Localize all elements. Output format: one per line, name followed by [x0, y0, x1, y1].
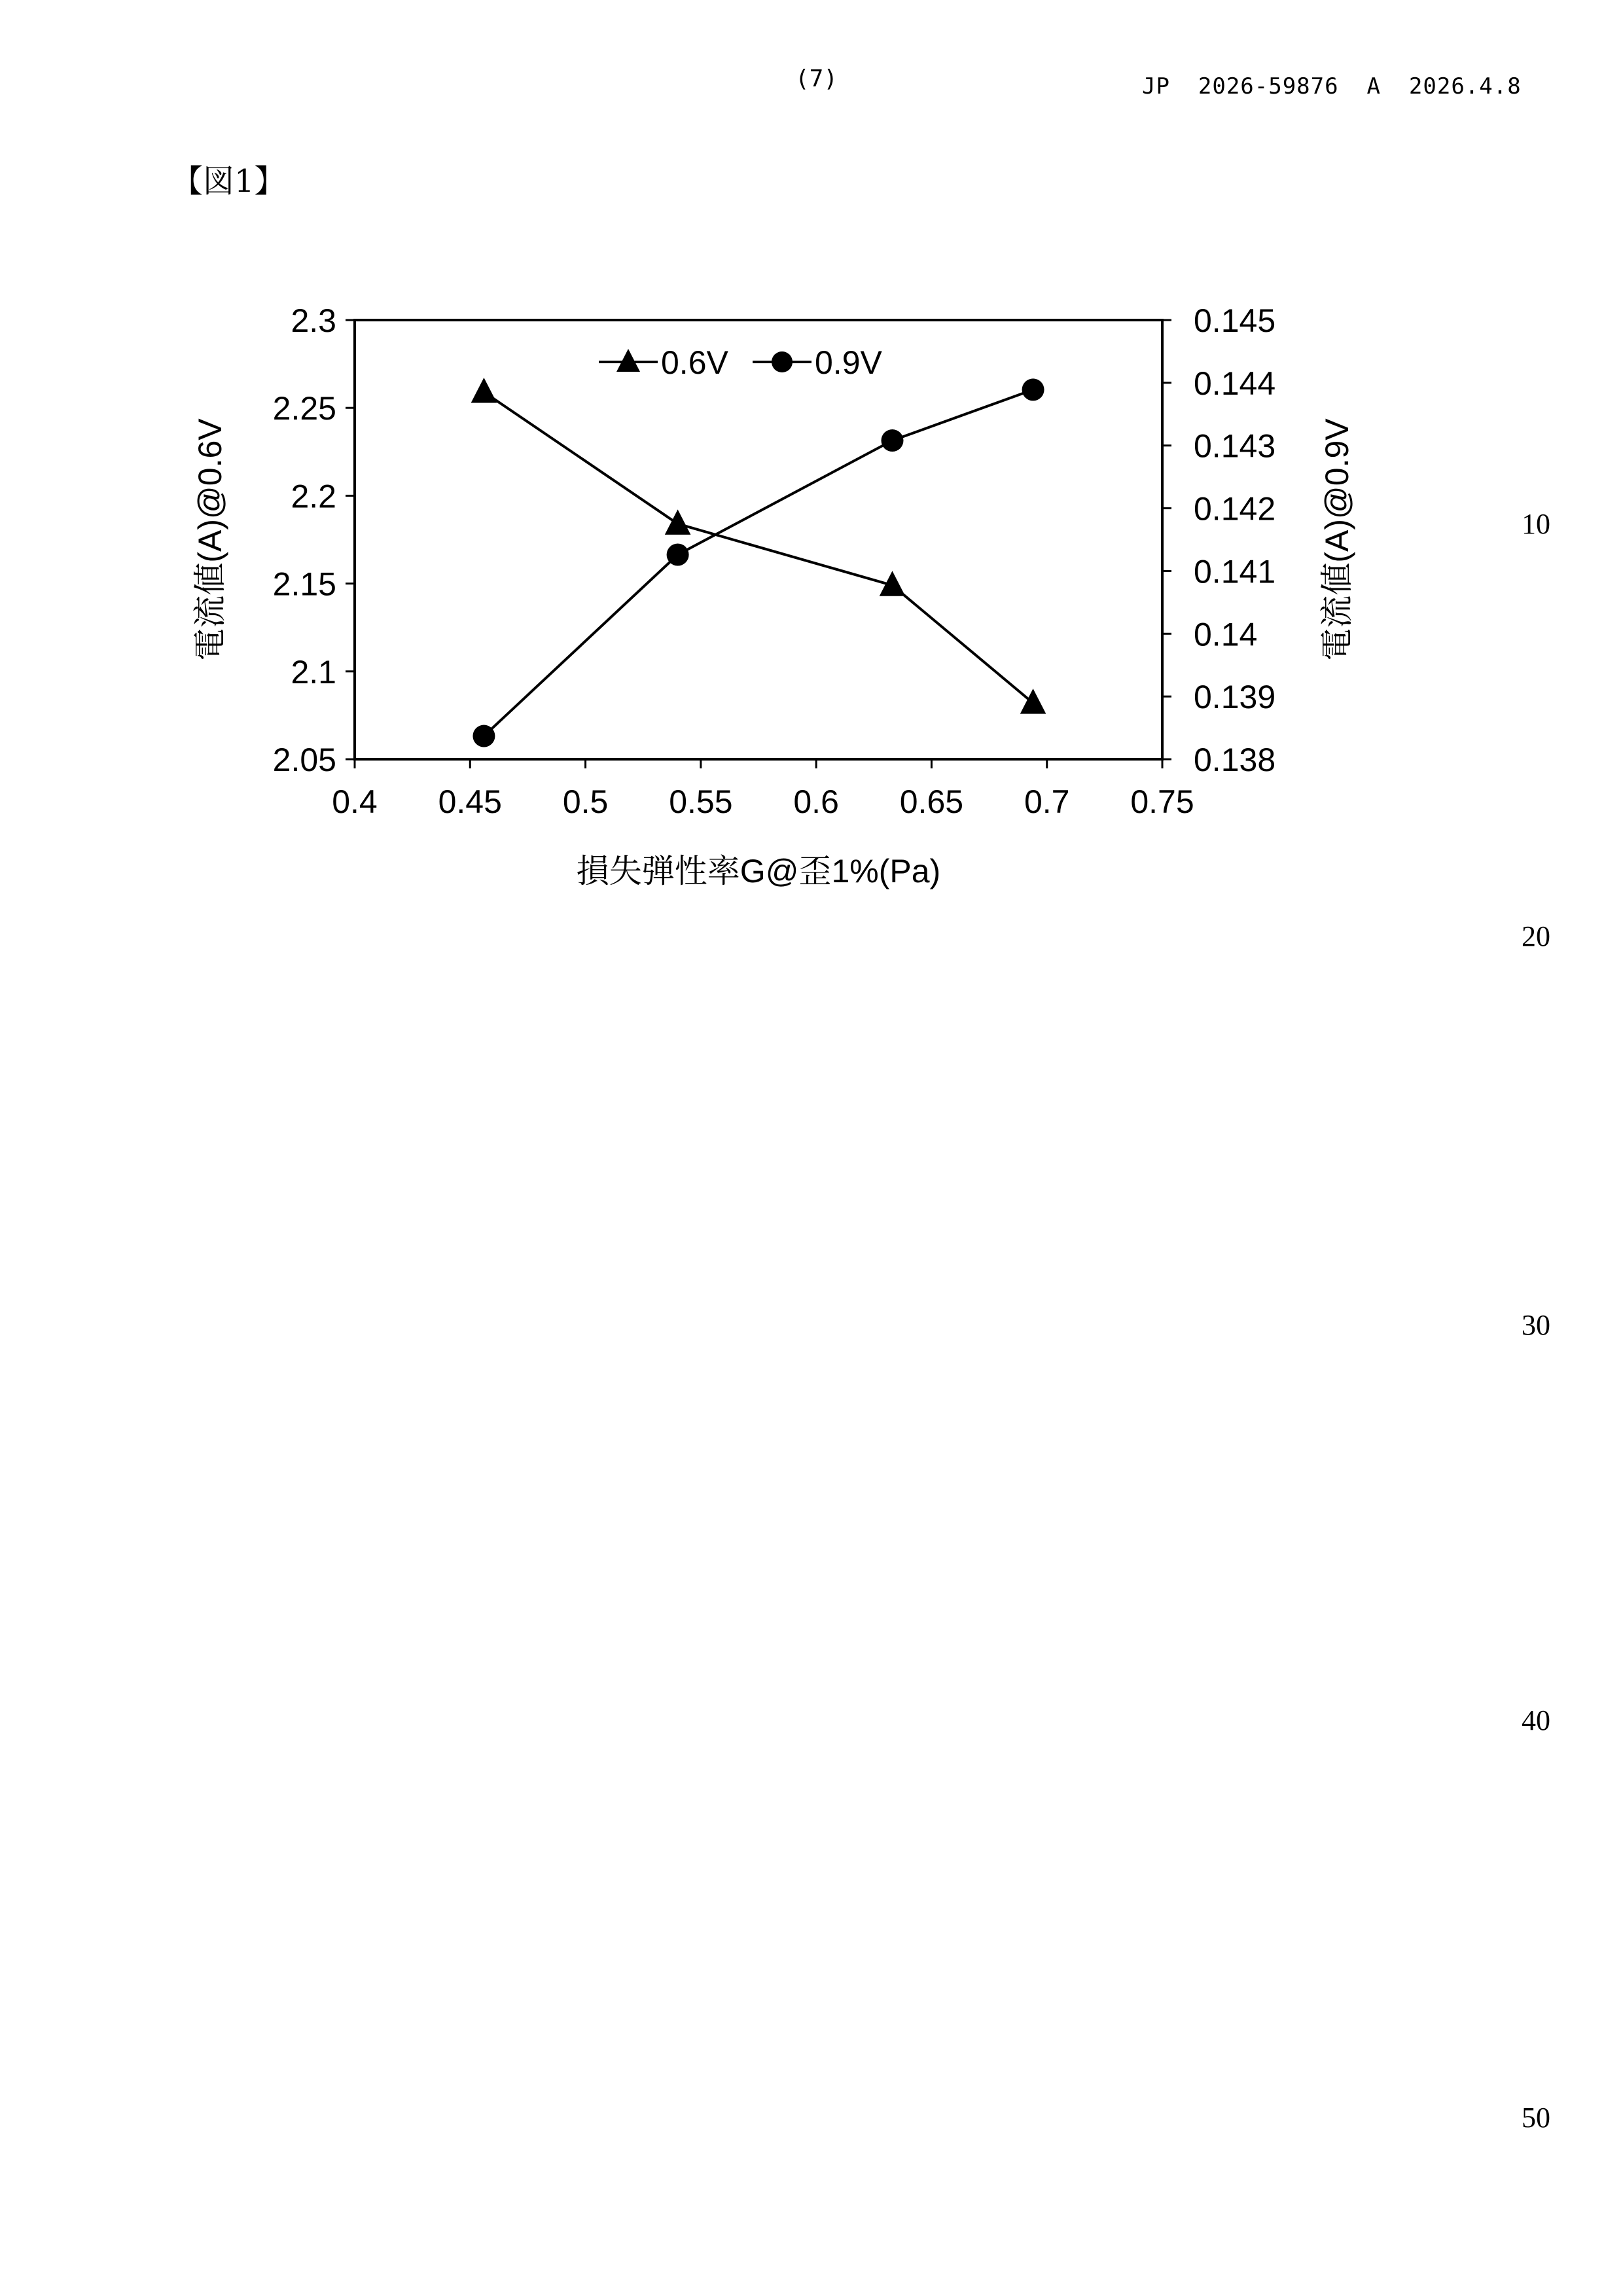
- x-tick-label: 0.65: [900, 783, 963, 820]
- y-left-tick-label: 2.1: [291, 654, 336, 691]
- data-point-0.6V: [665, 509, 691, 535]
- line-number-30: 30: [1522, 1308, 1550, 1342]
- data-point-0.9V: [881, 429, 903, 452]
- line-number-50: 50: [1522, 2101, 1550, 2134]
- data-point-0.6V: [1020, 689, 1046, 714]
- x-tick-label: 0.4: [332, 783, 378, 820]
- y-right-tick-label: 0.145: [1194, 302, 1275, 339]
- series-line-0.6V: [484, 392, 1033, 703]
- x-axis-label: 損失弾性率G@歪1%(Pa): [577, 853, 940, 889]
- y-right-tick-label: 0.141: [1194, 553, 1275, 590]
- x-tick-label: 0.55: [669, 783, 732, 820]
- x-tick-label: 0.6: [793, 783, 839, 820]
- legend-label-0.9V: 0.9V: [815, 344, 883, 381]
- y-left-tick-label: 2.15: [273, 566, 336, 603]
- line-number-40: 40: [1522, 1704, 1550, 1737]
- figure-label: 【図1】: [171, 156, 286, 201]
- y-right-tick-label: 0.139: [1194, 679, 1275, 715]
- y-left-tick-label: 2.2: [291, 478, 336, 514]
- x-tick-label: 0.7: [1024, 783, 1070, 820]
- y-left-tick-label: 2.05: [273, 742, 336, 778]
- y-left-tick-label: 2.25: [273, 390, 336, 427]
- y-right-tick-label: 0.14: [1194, 616, 1257, 653]
- y-right-tick-label: 0.143: [1194, 428, 1275, 465]
- y-right-tick-label: 0.138: [1194, 742, 1275, 778]
- legend-marker-0.6V: [616, 349, 640, 372]
- data-point-0.9V: [473, 725, 495, 747]
- line-number-20: 20: [1522, 920, 1550, 953]
- legend-marker-0.9V: [772, 351, 793, 372]
- y-right-axis-label: 電流値(A)@0.9V: [1319, 418, 1355, 661]
- x-tick-label: 0.75: [1130, 783, 1194, 820]
- data-point-0.9V: [1022, 378, 1044, 401]
- x-tick-label: 0.45: [438, 783, 502, 820]
- page-number: (7): [795, 65, 838, 92]
- line-number-10: 10: [1522, 507, 1550, 541]
- publication-id: JP 2026-59876 A 2026.4.8: [1142, 73, 1522, 99]
- dual-axis-line-chart: [0, 0, 1623, 2296]
- y-right-tick-label: 0.144: [1194, 365, 1275, 402]
- y-left-tick-label: 2.3: [291, 302, 336, 339]
- data-point-0.6V: [471, 378, 497, 403]
- y-right-tick-label: 0.142: [1194, 491, 1275, 528]
- y-left-axis-label: 電流値(A)@0.6V: [192, 418, 228, 661]
- data-point-0.9V: [667, 544, 689, 566]
- x-tick-label: 0.5: [563, 783, 609, 820]
- legend-label-0.6V: 0.6V: [661, 344, 729, 381]
- series-line-0.9V: [484, 389, 1033, 736]
